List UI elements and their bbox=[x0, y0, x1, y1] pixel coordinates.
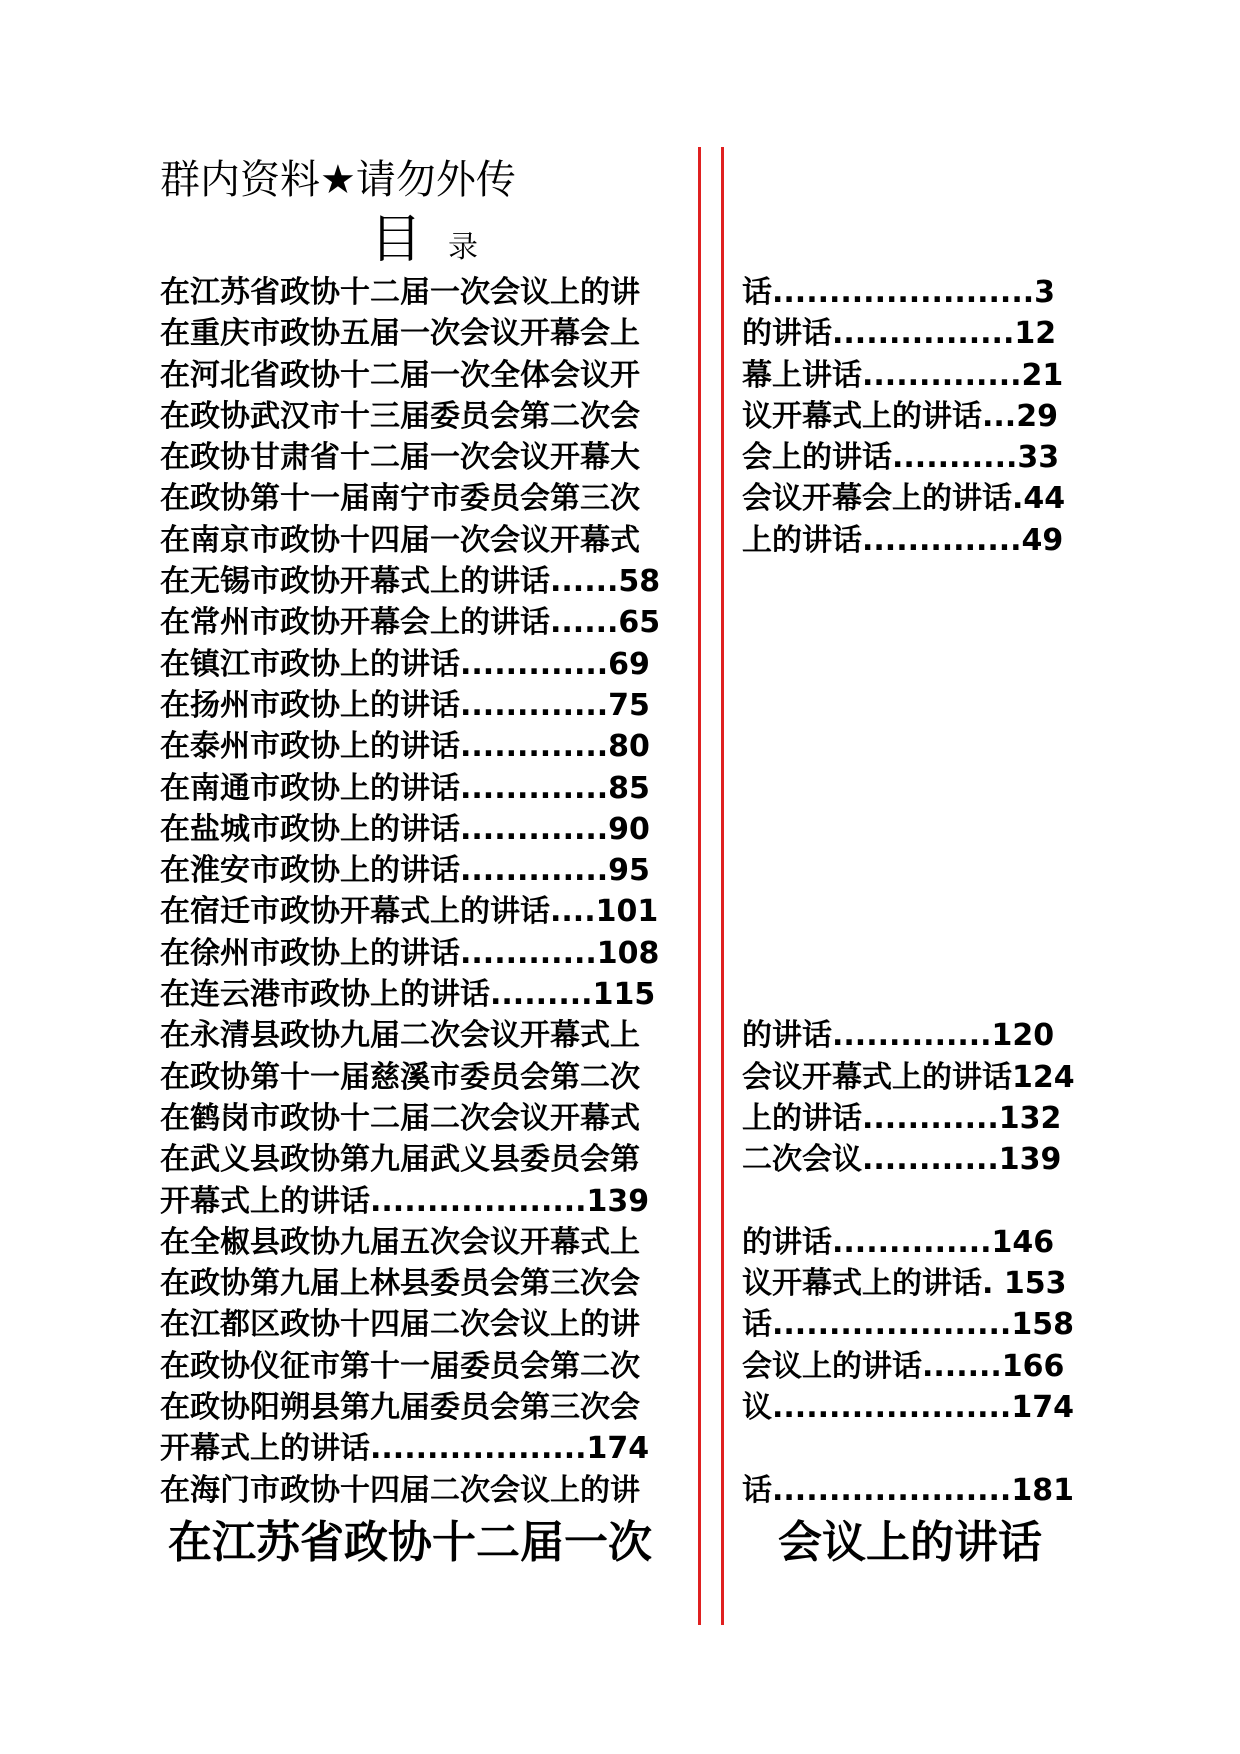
toc-entry-line bbox=[742, 1181, 1122, 1222]
toc-entry-line bbox=[742, 809, 1122, 850]
toc-entry-line: 在镇江市政协上的讲话.............69 bbox=[160, 646, 650, 682]
toc-entry-line: 在政协第九届上林县委员会第三次会 bbox=[160, 1266, 640, 1302]
toc-entry-line: 的讲话..............120 bbox=[742, 1018, 1055, 1054]
toc-entry-line: 会议开幕式上的讲话124 bbox=[742, 1059, 1075, 1095]
toc-entry-line: 话.....................158 bbox=[742, 1307, 1074, 1343]
toc-left-column bbox=[160, 272, 680, 1511]
toc-entry-line: 在扬州市政协上的讲话.............75 bbox=[160, 687, 650, 723]
toc-entry-line bbox=[742, 850, 1122, 891]
toc-entry-line bbox=[742, 891, 1122, 932]
toc-entry-line bbox=[742, 768, 1122, 809]
toc-entry-line bbox=[742, 561, 1122, 602]
toc-entry-line: 在无锡市政协开幕式上的讲话......58 bbox=[160, 564, 661, 600]
toc-entry-line: 话.....................181 bbox=[742, 1472, 1074, 1508]
toc-entry-line: 在泰州市政协上的讲话.............80 bbox=[160, 729, 650, 765]
toc-entry-line: 在永清县政协九届二次会议开幕式上 bbox=[160, 1018, 640, 1054]
toc-entry-line: 话.......................3 bbox=[742, 275, 1055, 310]
toc-entry-line: 在常州市政协开幕会上的讲话......65 bbox=[160, 605, 661, 641]
toc-entry-line bbox=[742, 933, 1122, 974]
toc-entry-line: 在政协第十一届南宁市委员会第三次 bbox=[160, 481, 640, 517]
toc-entry-line bbox=[742, 1428, 1122, 1469]
toc-entry-line: 议.....................174 bbox=[742, 1390, 1074, 1426]
red-divider-left bbox=[698, 147, 701, 1625]
toc-entry-line: 在南通市政协上的讲话.............85 bbox=[160, 770, 650, 806]
toc-entry-line bbox=[742, 974, 1122, 1015]
toc-entry-line bbox=[742, 685, 1122, 726]
toc-entry-line: 在海门市政协十四届二次会议上的讲 bbox=[160, 1472, 640, 1508]
toc-entry-line: 在政协第十一届慈溪市委员会第二次 bbox=[160, 1059, 640, 1095]
toc-entry-line: 在重庆市政协五届一次会议开幕会上 bbox=[160, 316, 640, 352]
section-title-right: 会议上的讲话 bbox=[778, 1517, 1042, 1568]
toc-entry-line: 在武义县政协第九届武义县委员会第 bbox=[160, 1142, 640, 1178]
toc-entry-line: 在淮安市政协上的讲话.............95 bbox=[160, 853, 650, 889]
toc-entry-line: 在政协武汉市十三届委员会第二次会 bbox=[160, 398, 640, 434]
toc-entry-line: 开幕式上的讲话...................174 bbox=[160, 1431, 650, 1467]
toc-right-column bbox=[742, 272, 1122, 1511]
red-divider-right bbox=[721, 147, 724, 1625]
section-title-left: 在江苏省政协十二届一次 bbox=[168, 1517, 652, 1568]
toc-entry-line: 开幕式上的讲话...................139 bbox=[160, 1183, 650, 1219]
toc-entry-line: 在政协甘肃省十二届一次会议开幕大 bbox=[160, 440, 640, 476]
toc-entry-line: 的讲话................12 bbox=[742, 316, 1057, 352]
toc-heading-sub: 录 bbox=[448, 230, 479, 265]
toc-entry-line bbox=[742, 644, 1122, 685]
toc-entry-line: 幕上讲话..............21 bbox=[742, 357, 1064, 393]
toc-entry-line: 在河北省政协十二届一次全体会议开 bbox=[160, 357, 640, 393]
toc-entry-line: 在连云港市政协上的讲话.........115 bbox=[160, 977, 656, 1013]
toc-entry-line: 会议开幕会上的讲话.44 bbox=[742, 481, 1066, 517]
toc-entry-line: 在南京市政协十四届一次会议开幕式 bbox=[160, 522, 640, 558]
toc-entry-line: 在江都区政协十四届二次会议上的讲 bbox=[160, 1307, 640, 1343]
toc-entry-line bbox=[742, 726, 1122, 767]
toc-entry-line: 议开幕式上的讲话...29 bbox=[742, 398, 1058, 434]
toc-entry-line: 在政协阳朔县第九届委员会第三次会 bbox=[160, 1390, 640, 1426]
toc-entry-line: 会议上的讲话.......166 bbox=[742, 1348, 1065, 1384]
toc-entry-line: 议开幕式上的讲话. 153 bbox=[742, 1266, 1067, 1302]
toc-entry-line: 二次会议............139 bbox=[742, 1142, 1062, 1178]
toc-entry-line: 在政协仪征市第十一届委员会第二次 bbox=[160, 1348, 640, 1384]
toc-entry-line: 在宿迁市政协开幕式上的讲话....101 bbox=[160, 894, 659, 930]
toc-entry-line: 在全椒县政协九届五次会议开幕式上 bbox=[160, 1224, 640, 1260]
toc-entry-line: 在盐城市政协上的讲话.............90 bbox=[160, 811, 650, 847]
toc-entry-line: 上的讲话............132 bbox=[742, 1100, 1062, 1136]
toc-entry-line: 的讲话..............146 bbox=[742, 1224, 1055, 1260]
toc-entry-line: 在鹤岗市政协十二届二次会议开幕式 bbox=[160, 1100, 640, 1136]
toc-entry-line: 上的讲话..............49 bbox=[742, 522, 1064, 558]
toc-entry-line bbox=[742, 602, 1122, 643]
toc-entry-line: 会上的讲话...........33 bbox=[742, 440, 1060, 476]
toc-entry-line: 在徐州市政协上的讲话............108 bbox=[160, 935, 660, 971]
toc-entry-line: 在江苏省政协十二届一次会议上的讲 bbox=[160, 275, 640, 310]
header-note: 群内资料★请勿外传 bbox=[160, 157, 516, 203]
toc-heading-main: 目 bbox=[370, 210, 423, 270]
